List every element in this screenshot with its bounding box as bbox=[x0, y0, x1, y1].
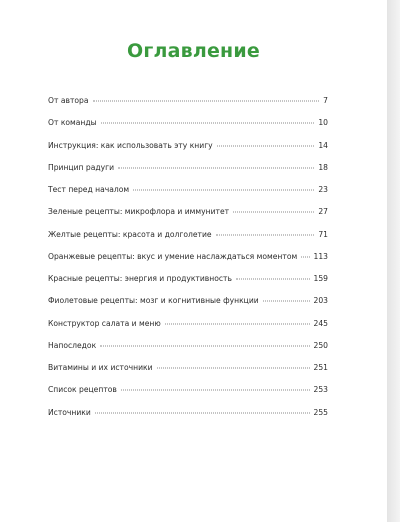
toc-entry-page-number: 14 bbox=[318, 140, 328, 150]
dot-leader bbox=[133, 190, 314, 191]
toc-entry-label: Конструктор салата и меню bbox=[48, 318, 161, 328]
toc-entry-page-number: 113 bbox=[313, 251, 328, 261]
toc-entry-label: От автора bbox=[48, 96, 89, 105]
toc-entry bbox=[48, 274, 328, 296]
toc-entry-label: От команды bbox=[48, 118, 97, 128]
toc-entry-label: Желтые рецепты: красота и долголетие bbox=[48, 229, 212, 239]
toc-entry bbox=[48, 185, 328, 207]
toc-entry-page-number: 7 bbox=[323, 96, 328, 105]
toc-entry-page-number: 245 bbox=[313, 318, 328, 328]
dot-leader bbox=[216, 234, 315, 235]
dot-leader bbox=[157, 368, 310, 369]
dot-leader bbox=[121, 390, 310, 391]
dot-leader bbox=[301, 256, 309, 257]
dot-leader bbox=[217, 145, 315, 146]
toc-entry bbox=[48, 341, 328, 363]
toc-entry-page-number: 253 bbox=[313, 385, 328, 395]
toc-entry bbox=[48, 207, 328, 229]
toc-entry bbox=[48, 319, 328, 341]
toc-entry bbox=[48, 363, 328, 385]
toc-entry bbox=[48, 252, 328, 274]
toc-entry bbox=[48, 163, 328, 185]
toc-entry bbox=[48, 385, 328, 407]
dot-leader bbox=[236, 279, 310, 280]
toc-entry-page-number: 10 bbox=[318, 118, 328, 128]
toc-entry-label: Красные рецепты: энергия и продуктивность bbox=[48, 274, 232, 283]
toc-entry-label: Фиолетовые рецепты: мозг и когнитивные функции bbox=[48, 296, 259, 306]
toc-entry-label: Витамины и их источники bbox=[48, 363, 153, 372]
dot-leader bbox=[100, 345, 309, 346]
page-edge bbox=[387, 0, 400, 522]
toc-entry-label: Принцип радуги bbox=[48, 162, 115, 172]
toc-entry-page-number: 203 bbox=[313, 296, 328, 306]
dot-leader bbox=[95, 412, 310, 413]
dot-leader bbox=[101, 123, 315, 124]
toc-entry bbox=[48, 141, 328, 163]
toc-entry-page-number: 18 bbox=[318, 162, 328, 172]
toc-entry bbox=[48, 230, 328, 252]
toc-entry-label: Источники bbox=[48, 407, 91, 417]
dot-leader bbox=[263, 301, 310, 302]
toc-entry-page-number: 71 bbox=[318, 229, 328, 239]
toc-entry-label: Тест перед началом bbox=[48, 185, 130, 194]
dot-leader bbox=[233, 212, 314, 213]
toc-entry-label: Напоследок bbox=[48, 340, 97, 350]
toc-entry-page-number: 23 bbox=[318, 185, 328, 194]
page-title: Оглавление bbox=[127, 40, 260, 62]
toc-entry bbox=[48, 96, 328, 118]
dot-leader bbox=[93, 101, 320, 102]
toc-entry-page-number: 250 bbox=[313, 340, 328, 350]
toc-entry-label: Зеленые рецепты: микрофлора и иммунитет bbox=[48, 207, 230, 217]
toc-entry-page-number: 27 bbox=[318, 207, 328, 217]
toc-entry bbox=[48, 296, 328, 318]
toc-entry-label: Список рецептов bbox=[48, 385, 117, 395]
toc-entry bbox=[48, 408, 328, 430]
toc-entry-page-number: 255 bbox=[313, 407, 328, 417]
toc-entry bbox=[48, 118, 328, 140]
toc-entry-page-number: 159 bbox=[313, 274, 328, 283]
toc-entry-label: Инструкция: как использовать эту книгу bbox=[48, 140, 213, 150]
table-of-contents bbox=[48, 96, 328, 430]
dot-leader bbox=[165, 323, 310, 324]
toc-entry-page-number: 251 bbox=[313, 363, 328, 372]
toc-entry-label: Оранжевые рецепты: вкус и умение наслаждаться моментом bbox=[48, 251, 298, 261]
dot-leader bbox=[118, 167, 314, 168]
